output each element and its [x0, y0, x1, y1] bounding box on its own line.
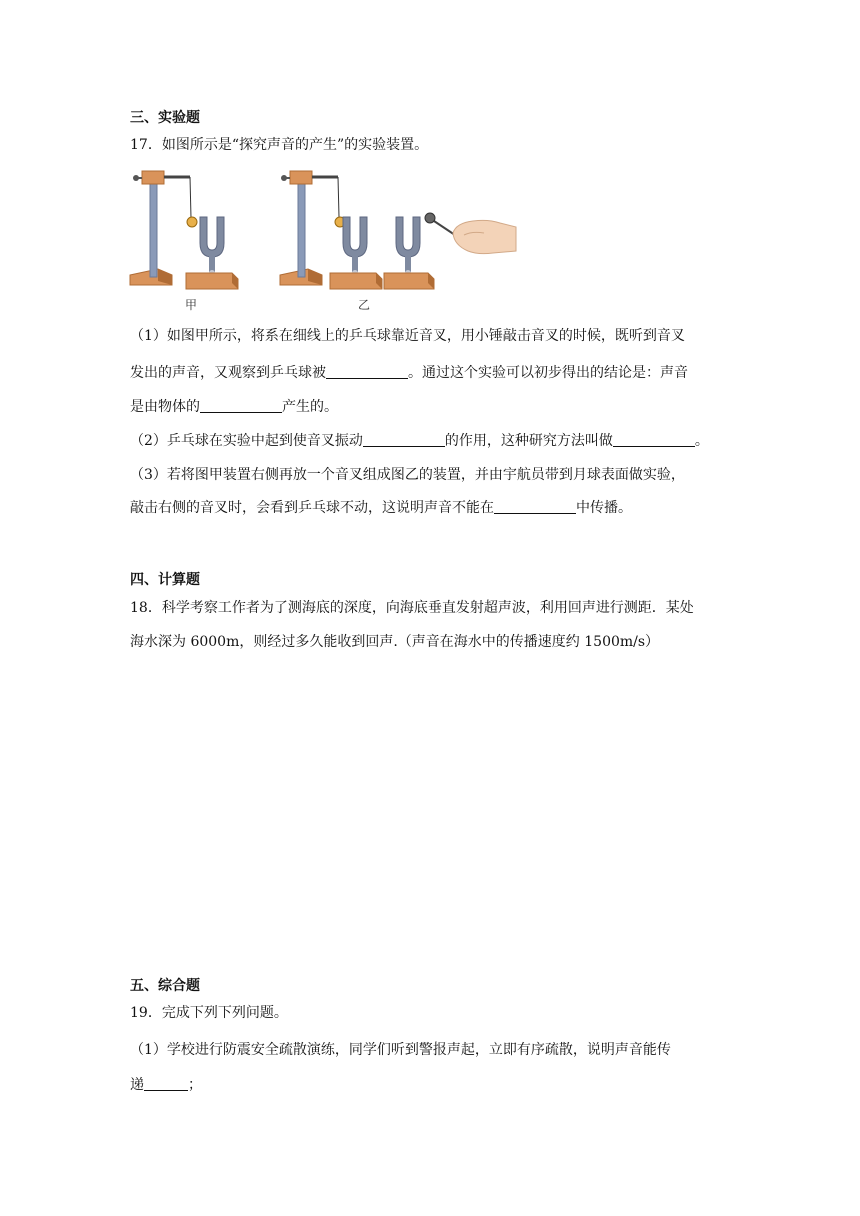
q19-text: 递: [130, 1077, 144, 1093]
q17-text: 。通过这个实验可以初步得出的结论是：声音: [408, 365, 688, 381]
ping-pong-ball-jia: [187, 217, 197, 227]
q17-text: 中传播。: [576, 500, 632, 516]
q19-part1-line1: （1）学校进行防震安全疏散演练，同学们听到警报声起，立即有序疏散，说明声音能传: [130, 1042, 671, 1058]
q17-part2: [130, 430, 709, 450]
q17-part3-line1: （3）若将图甲装置右侧再放一个音叉组成图乙的装置，并由宇航员带到月球表面做实验，: [130, 467, 685, 483]
q17-part1-line3: [130, 396, 338, 416]
section-heading-comprehensive: 五、综合题: [130, 978, 200, 994]
section-heading-calculation: 四、计算题: [130, 572, 200, 588]
figure-label-jia: 甲: [185, 298, 198, 312]
figure-label-yi: 乙: [358, 298, 371, 312]
q17-text: 的作用，这种研究方法叫做: [444, 433, 613, 449]
answer-blank-3[interactable]: [363, 432, 445, 447]
section-heading-experiment: 三、实验题: [130, 110, 200, 126]
question-17-title: 17．如图所示是“探究声音的产生”的实验装置。: [130, 137, 429, 153]
apparatus-jia: [130, 171, 238, 289]
tuning-fork-figure: [128, 165, 528, 315]
q17-text: 是由物体的: [130, 399, 200, 415]
answer-blank-5[interactable]: [494, 499, 576, 514]
question-19-title: 19．完成下列下列问题。: [130, 1005, 288, 1021]
q17-part1-line1: （1）如图甲所示，将系在细线上的乒乓球靠近音叉，用小锤敲击音叉的时候，既听到音叉: [130, 328, 685, 344]
answer-blank-4[interactable]: [613, 432, 695, 447]
q17-part1-line2: [130, 362, 688, 382]
question-18-line1: 18．科学考察工作者为了测海底的深度，向海底垂直发射超声波，利用回声进行测距．某处: [130, 600, 694, 616]
hand-illustration: [453, 220, 516, 253]
q17-text: 。: [694, 433, 709, 449]
mallet-head: [425, 213, 435, 223]
answer-blank-6[interactable]: [144, 1076, 188, 1091]
question-18-line2: 海水深为 6000m，则经过多久能收到回声.（声音在海水中的传播速度约 1500m/s）: [130, 634, 660, 650]
q17-text: 敲击右侧的音叉时，会看到乒乓球不动，这说明声音不能在: [130, 500, 494, 516]
q17-part3-line2: [130, 497, 632, 517]
q19-part1-line2: [130, 1074, 202, 1094]
answer-blank-1[interactable]: [326, 364, 408, 379]
apparatus-yi: [280, 171, 516, 289]
q17-text: 发出的声音，又观察到乒乓球被: [130, 365, 326, 381]
answer-blank-2[interactable]: [200, 398, 282, 413]
q17-text: 产生的。: [282, 399, 338, 415]
q19-text: ；: [188, 1077, 202, 1093]
q17-text: （2）乒乓球在实验中起到使音叉振动: [130, 433, 363, 449]
